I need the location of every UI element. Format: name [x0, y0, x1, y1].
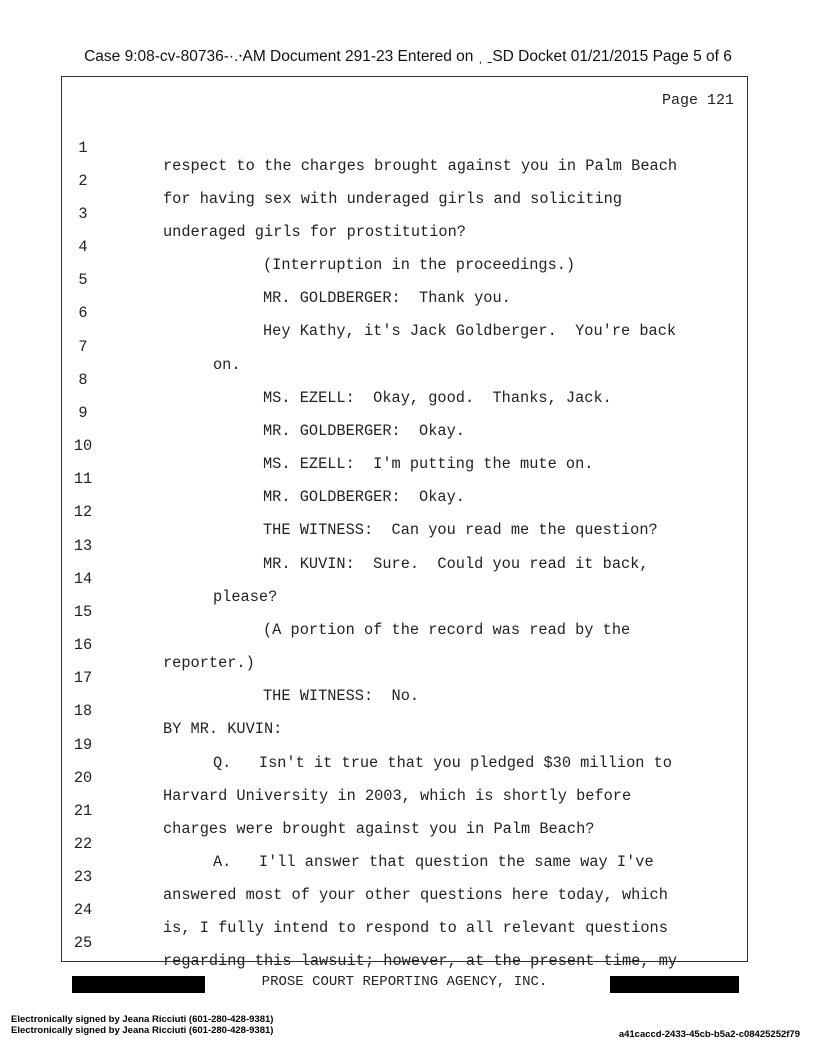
line-number: 2 [78, 172, 88, 190]
transcript-line [0, 485, 816, 539]
transcript-line [0, 585, 816, 639]
transcript-line [0, 419, 816, 473]
transcript-line [0, 651, 816, 705]
transcript-line [0, 784, 816, 838]
transcript-line [0, 220, 816, 274]
transcript-line [0, 154, 816, 208]
line-text: Hey Kathy, it's Jack Goldberger. You're back [263, 322, 677, 340]
line-number: 20 [73, 769, 93, 787]
line-text: MR. GOLDBERGER: Okay. [263, 422, 465, 440]
document-hash: a41caccd-2433-45cb-b5a2-c08425252f79 [618, 1029, 800, 1040]
transcript-line [0, 286, 816, 340]
line-text: THE WITNESS: Can you read me the question? [263, 521, 658, 539]
line-number: 8 [78, 371, 88, 389]
page-footer [61, 968, 748, 998]
signature-line: Electronically signed by Jeana Ricciuti (601-280-428-9381) [11, 1025, 274, 1036]
transcript-line [0, 320, 816, 374]
transcript-line [0, 121, 816, 175]
line-number: 9 [78, 404, 88, 422]
transcript-line [0, 718, 816, 772]
line-text: Q. Isn't it true that you pledged $30 million to [213, 754, 672, 772]
line-number: 23 [73, 868, 93, 886]
transcript-line [0, 552, 816, 606]
line-number: 1 [78, 139, 88, 157]
transcript-line [0, 187, 816, 241]
case-header: Case 9:08-cv-80736-·.⸱AM Document 291-23 Entered on ˌ ˍSD Docket 01/21/2015 Page 5 of 6 [84, 48, 732, 65]
line-text: BY MR. KUVIN: [163, 720, 283, 738]
line-text: is, I fully intend to respond to all relevant questions [163, 919, 668, 937]
transcript-line [0, 883, 816, 937]
line-number: 17 [73, 669, 93, 687]
line-text: on. [213, 356, 241, 374]
line-number: 25 [73, 934, 93, 952]
line-number: 7 [78, 338, 88, 356]
line-text: underaged girls for prostitution? [163, 223, 466, 241]
line-text: (A portion of the record was read by the [263, 621, 631, 639]
line-number: 18 [73, 702, 93, 720]
transcript-line [0, 817, 816, 871]
line-number: 5 [78, 271, 88, 289]
transcript-line [0, 850, 816, 904]
transcript-line [0, 452, 816, 506]
line-number: 24 [73, 901, 93, 919]
line-text: MS. EZELL: Okay, good. Thanks, Jack. [263, 389, 612, 407]
line-number: 14 [73, 570, 93, 588]
line-text: (Interruption in the proceedings.) [263, 256, 576, 274]
line-text: regarding this lawsuit; however, at the present time, my [163, 952, 678, 970]
line-text: charges were brought against you in Palm Beach? [163, 820, 595, 838]
signature-line: Electronically signed by Jeana Ricciuti (601-280-428-9381) [11, 1014, 274, 1025]
line-text: MS. EZELL: I'm putting the mute on. [263, 455, 594, 473]
line-number: 11 [73, 470, 93, 488]
line-text: answered most of your other questions here today, which [163, 886, 668, 904]
transcript-line [0, 618, 816, 672]
transcript-line [0, 519, 816, 573]
line-text: Harvard University in 2003, which is shortly before [163, 787, 632, 805]
line-number: 22 [73, 835, 93, 853]
transcript-page-number: Page 121 [661, 92, 734, 109]
line-number: 3 [78, 205, 88, 223]
line-number: 19 [73, 736, 93, 754]
line-number: 15 [73, 603, 93, 621]
line-number: 6 [78, 304, 88, 322]
reporting-agency: PROSE COURT REPORTING AGENCY, INC. [261, 974, 548, 990]
line-text: MR. KUVIN: Sure. Could you read it back, [263, 555, 649, 573]
line-number: 13 [73, 537, 93, 555]
line-text: A. I'll answer that question the same way I've [213, 853, 654, 871]
line-number: 10 [73, 437, 93, 455]
transcript-line [0, 386, 816, 440]
line-text: for having sex with underaged girls and soliciting [163, 190, 622, 208]
line-text: reporter.) [163, 654, 255, 672]
line-number: 12 [73, 503, 93, 521]
line-text: MR. GOLDBERGER: Thank you. [263, 289, 511, 307]
line-number: 4 [78, 238, 88, 256]
line-text: MR. GOLDBERGER: Okay. [263, 488, 465, 506]
line-text: THE WITNESS: No. [263, 687, 420, 705]
line-number: 21 [73, 802, 93, 820]
transcript-line [0, 684, 816, 738]
line-text: please? [213, 588, 278, 606]
redaction-bar [610, 976, 739, 993]
transcript-line [0, 353, 816, 407]
line-number: 16 [73, 636, 93, 654]
line-text: respect to the charges brought against you in Palm Beach [163, 157, 678, 175]
transcript-line [0, 916, 816, 970]
transcript-line [0, 751, 816, 805]
transcript-line [0, 253, 816, 307]
